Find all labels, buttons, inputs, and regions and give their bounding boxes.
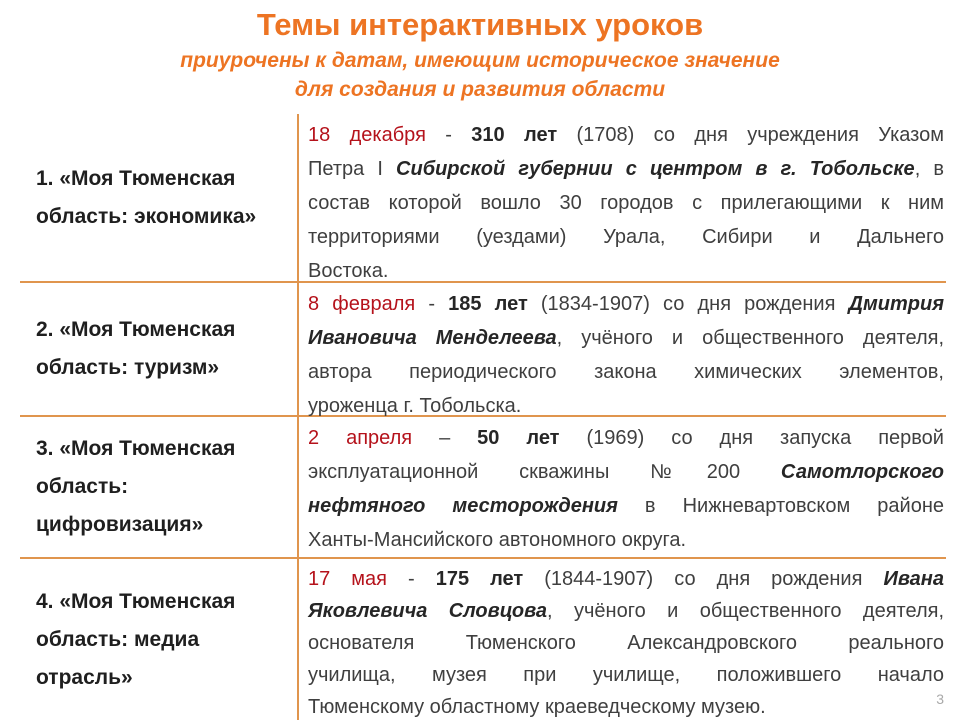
slide-header	[0, 0, 960, 104]
lesson-description-cell-4	[297, 559, 946, 720]
lesson-title-1: 1. «Моя Тюменская область: экономика»	[36, 166, 257, 228]
lesson-description-1: 18 декабря - 310 лет (1708) со дня учреждения Указом Петра I Сибирской губернии с центром в г. Тобольске, в состав которой вошло 30 городов с прилегающими к ним территориями (уездами) Урала, Сибири и Дальнего Востока.	[308, 124, 944, 282]
table-row-4	[20, 559, 946, 720]
lesson-description-cell-2	[297, 283, 946, 415]
lesson-title-cell-2	[20, 283, 297, 415]
table-row-3	[20, 417, 946, 559]
lesson-description-cell-1	[297, 114, 946, 281]
subtitle-line-2: для создания и развития области	[294, 78, 666, 101]
lessons-table	[20, 114, 946, 720]
lesson-description-2: 8 февраля - 185 лет (1834-1907) со дня рождения Дмитрия Ивановича Менделеева, учёного и общественного деятеля, автора периодического закона химических элементов, уроженца г. Тобольска.	[308, 293, 944, 417]
lesson-description-cell-3	[297, 417, 946, 557]
lesson-title-3: 3. «Моя Тюменская область: цифровизация»	[36, 437, 236, 536]
lesson-title-2: 2. «Моя Тюменская область: туризм»	[36, 318, 236, 379]
page-title: Темы интерактивных уроков	[256, 7, 704, 42]
lesson-title-4: 4. «Моя Тюменская область: медиа отрасль»	[36, 589, 236, 689]
page-number: 3	[936, 691, 944, 707]
table-row-2	[20, 283, 946, 417]
lesson-description-3: 2 апреля – 50 лет (1969) со дня запуска первой эксплуатационной скважины №200 Самотлорского нефтяного месторождения в Нижневартовском районе Ханты-Мансийского автономного округа.	[308, 427, 944, 551]
lesson-description-4: 17 мая - 175 лет (1844-1907) со дня рождения Ивана Яковлевича Словцова, учёного и общественного деятеля, основателя Тюменского Александровского реального училища, музея при училище, положившего начало Тюменскому областному краеведческому музею.	[308, 568, 944, 718]
lesson-title-cell-3	[20, 417, 297, 557]
table-row-1	[20, 114, 946, 283]
lesson-title-cell-4	[20, 559, 297, 720]
lesson-title-cell-1	[20, 114, 297, 281]
subtitle-line-1: приурочены к датам, имеющим историческое значение	[180, 49, 780, 72]
